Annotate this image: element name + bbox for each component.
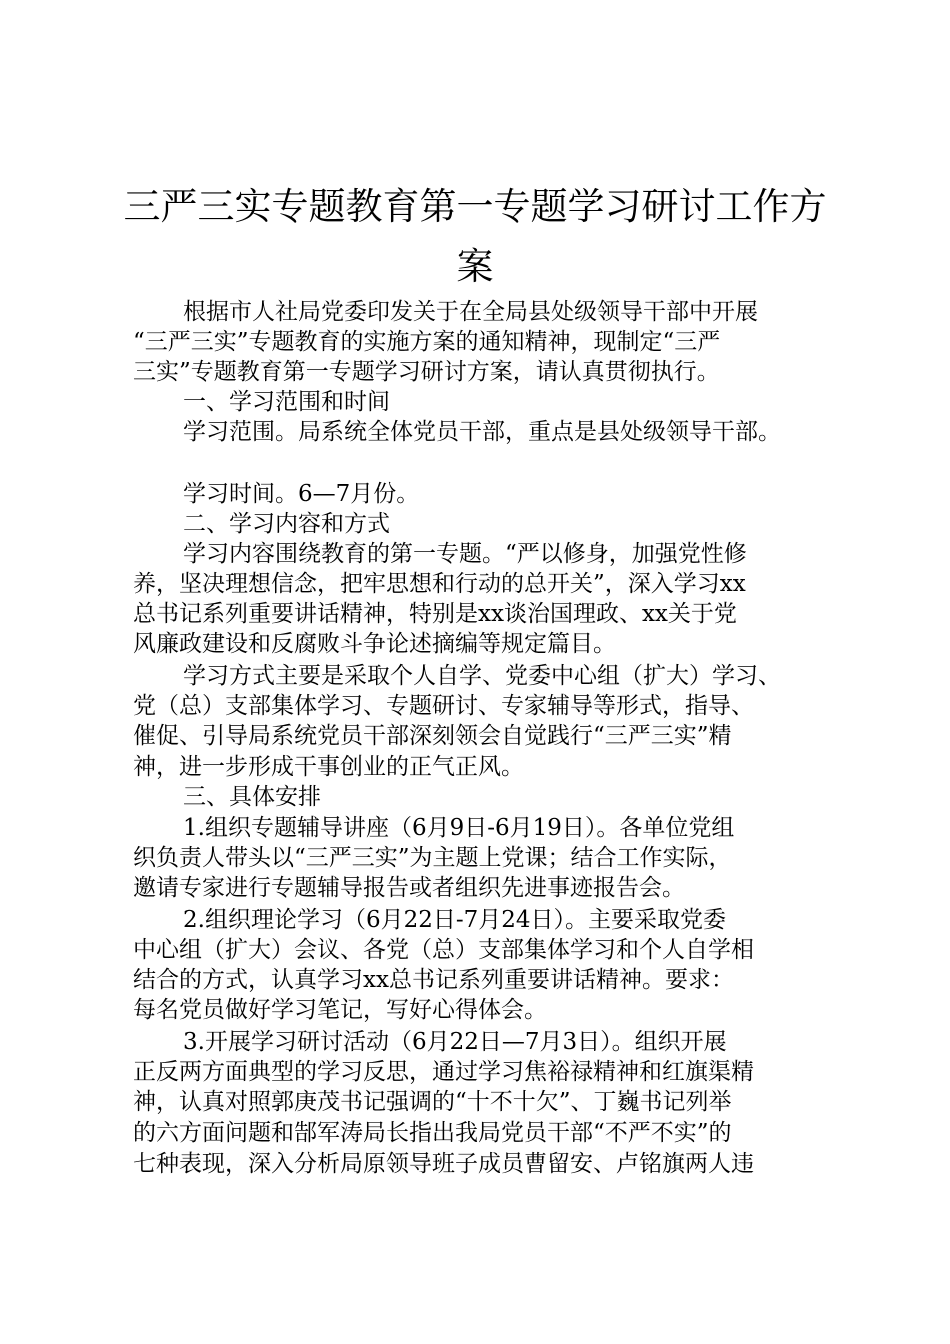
- document-title-line-1: 三严三实专题教育第一专题学习研讨工作方: [123, 185, 827, 228]
- content-paragraph-line: 风廉政建设和反腐败斗争论述摘编等规定篇目。: [133, 631, 616, 657]
- arrangement-3-line: 七种表现，深入分析局原领导班子成员曹留安、卢铭旗两人违: [133, 1151, 754, 1177]
- arrangement-2-line: 中心组（扩大）会议、各党（总）支部集体学习和个人自学相: [133, 937, 754, 963]
- content-paragraph-line: 总书记系列重要讲话精神，特别是xx谈治国理政、xx关于党: [133, 601, 737, 627]
- method-paragraph-line: 学习方式主要是采取个人自学、党委中心组（扩大）学习、: [183, 663, 781, 689]
- study-scope-line: 学习范围。局系统全体党员干部，重点是县处级领导干部。: [183, 419, 781, 445]
- method-paragraph-line: 党（总）支部集体学习、专题研讨、专家辅导等形式，指导、: [133, 693, 754, 719]
- arrangement-1-line: 织负责人带头以“三严三实”为主题上党课；结合工作实际，: [133, 845, 732, 871]
- content-paragraph-line: 养，坚决理想信念，把牢思想和行动的总开关”，深入学习xx: [133, 571, 746, 597]
- intro-paragraph-line: 三实”专题教育第一专题学习研讨方案，请认真贯彻执行。: [133, 359, 720, 385]
- arrangement-3-line: 3.开展学习研讨活动（6月22日—7月3日）。组织开展: [183, 1029, 727, 1055]
- arrangement-2-line: 结合的方式，认真学习xx总书记系列重要讲话精神。要求：: [133, 967, 734, 993]
- section-heading-3: 三、具体安排: [183, 784, 321, 810]
- arrangement-1-line: 邀请专家进行专题辅导报告或者组织先进事迹报告会。: [133, 875, 685, 901]
- method-paragraph-line: 神，进一步形成干事创业的正气正风。: [133, 754, 524, 780]
- arrangement-1-line: 1.组织专题辅导讲座（6月9日-6月19日）。各单位党组: [183, 815, 735, 841]
- intro-paragraph-line: 根据市人社局党委印发关于在全局县处级领导干部中开展: [183, 299, 758, 325]
- study-time-line: 学习时间。6—7月份。: [183, 481, 420, 507]
- arrangement-2-line: 每名党员做好学习笔记，写好心得体会。: [133, 997, 547, 1023]
- document-title-line-2: 案: [456, 245, 494, 288]
- section-heading-2: 二、学习内容和方式: [183, 511, 390, 537]
- content-paragraph-line: 学习内容围绕教育的第一专题。“严以修身，加强党性修: [183, 541, 747, 567]
- arrangement-3-line: 的六方面问题和郜军涛局长指出我局党员干部“不严不实”的: [133, 1120, 732, 1146]
- arrangement-3-line: 正反两方面典型的学习反思，通过学习焦裕禄精神和红旗渠精: [133, 1059, 754, 1085]
- section-heading-1: 一、学习范围和时间: [183, 389, 390, 415]
- arrangement-2-line: 2.组织理论学习（6月22日-7月24日）。主要采取党委: [183, 907, 727, 933]
- method-paragraph-line: 催促、引导局系统党员干部深刻领会自觉践行“三严三实”精: [133, 723, 732, 749]
- intro-paragraph-line: “三严三实”专题教育的实施方案的通知精神，现制定“三严: [133, 329, 721, 355]
- arrangement-3-line: 神，认真对照郭庚茂书记强调的“十不十欠”、丁巍书记列举: [133, 1089, 732, 1115]
